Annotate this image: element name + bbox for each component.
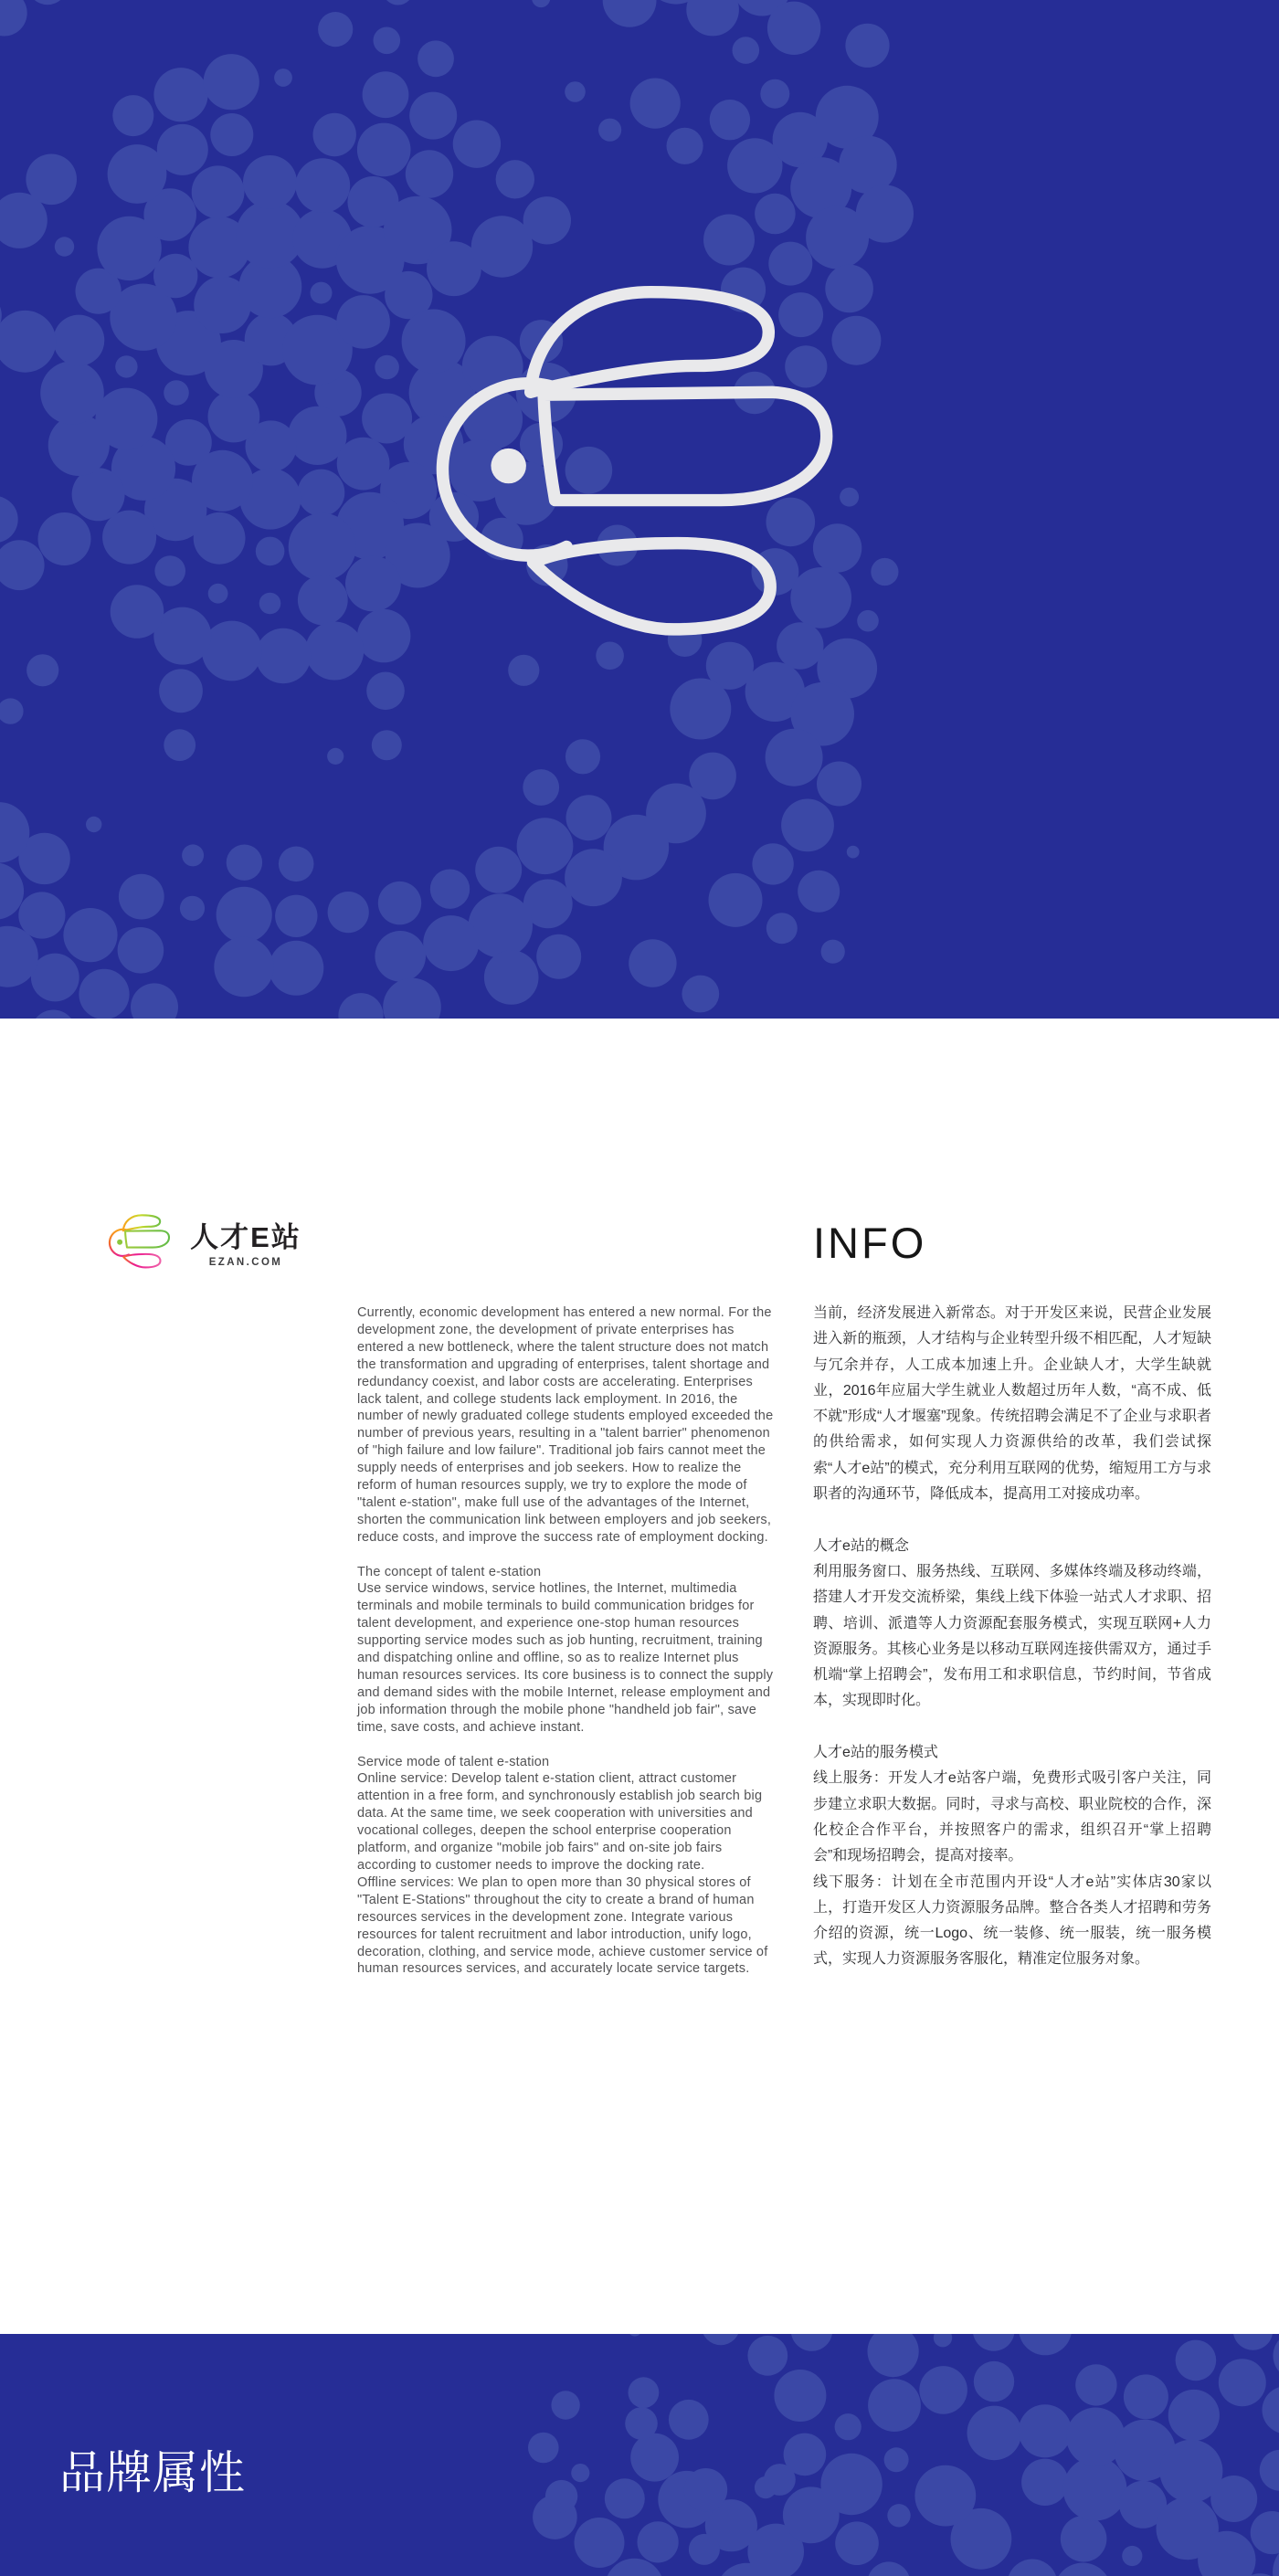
- top-banner: [0, 0, 1279, 1019]
- section-title: 品牌属性: [59, 2447, 246, 2498]
- english-intro-paragraph: Currently, economic development has entered a new normal. For the development zone, the development of private enterprises has entered a new bottleneck, where the talent structure does not match the transformation and upgrading of enterprises, talent shortage and redundancy coexist, and labor costs are accelerating. Enterprises lack talent, and college students lack employment. In 2016, the number of newly graduated college students employed exceeded the number of previous years, resulting in a "talent barrier" phenomenon of "high failure and low failure". Traditional job fairs cannot meet the supply needs of enterprises and job seekers. How to realize the reform of human resources supply, we try to explore the mode of "talent e-station", make full use of the advantages of the Internet, shorten the communication link between employers and job seekers, reduce costs, and improve the success rate of employment docking.: [357, 1305, 774, 1545]
- english-offline-service-paragraph: Offline services: We plan to open more than 30 physical stores of "Talent E-Stations" throughout the city to create a brand of human resources services in the development zone. Integrate various resources for talent recruitment and labor introduction, unify logo, decoration, clothing, and service mode, achieve customer service of human resources services, and accurately locate service targets.: [357, 1874, 768, 1977]
- chinese-description-column: [813, 1221, 1211, 1973]
- info-heading: INFO: [813, 1219, 927, 1267]
- english-concept-paragraph: Use service windows, service hotlines, the Internet, multimedia terminals and mobile terminals to build communication bridges for talent development, and experience one-stop human resources supporting service modes such as job hunting, recruitment, training and dispatching online and offline, so as to realize Internet plus human resources services. Its core business is to connect the supply and demand sides with the mobile Internet, release employment and job information through the mobile phone "handheld job fair", save time, save costs, and achieve instant.: [357, 1581, 774, 1735]
- english-online-service-paragraph: Online service: Develop talent e-station client, attract customer attention in a free form, and synchronously establish job search big data. At the same time, we seek cooperation with universities and vocational colleges, deepen the school enterprise cooperation platform, and organize "mobile job fairs" and on-site job fairs according to customer needs to improve the docking rate.: [357, 1771, 763, 1873]
- english-description-column: [357, 1304, 779, 1978]
- english-service-heading: Service mode of talent e-station: [357, 1754, 550, 1769]
- brand-name: 人才E站: [190, 1221, 301, 1253]
- ezan-rabbit-color-logo-icon: [108, 1214, 172, 1271]
- brand-domain: EZAN.COM: [208, 1257, 283, 1268]
- chinese-online-service-paragraph: 线上服务：开发人才e站客户端，免费形式吸引客户关注，同步建立求职大数据。同时，寻求与高校、职业院校的合作，深化校企合作平台，并按照客户的需求，组织召开“掌上招聘会”和现场招聘会，提高对接率。: [813, 1770, 1211, 1864]
- chinese-concept-paragraph: 利用服务窗口、服务热线、互联网、多媒体终端及移动终端，搭建人才开发交流桥梁，集线上线下体验一站式人才求职、招聘、培训、派遣等人力资源配套服务模式，实现互联网+人力资源服务。其核心业务是以移动互联网连接供需双方，通过手机端“掌上招聘会”，发布用工和求职信息，节约时间，节省成本，实现即时化。: [813, 1563, 1211, 1709]
- chinese-service-heading: 人才e站的服务模式: [813, 1745, 938, 1761]
- chinese-offline-service-paragraph: 线下服务：计划在全市范围内开设“人才e站”实体店30家以上，打造开发区人力资源服务品牌。整合各类人才招聘和劳务介绍的资源，统一Logo、统一装修、统一服装，统一服务模式，实现人力资源服务客服化，精准定位服务对象。: [813, 1874, 1211, 1968]
- brand-lockup: [108, 1214, 311, 1271]
- english-concept-heading: The concept of talent e-station: [357, 1564, 542, 1579]
- chinese-intro-paragraph: 当前，经济发展进入新常态。对于开发区来说，民营企业发展进入新的瓶颈，人才结构与企业转型升级不相匹配，人才短缺与冗余并存，人工成本加速上升。企业缺人才，大学生缺就业，2016年应届大学生就业人数超过历年人数，“高不成、低不就”形成“人才堰塞”现象。传统招聘会满足不了企业与求职者的供给需求，如何实现人力资源供给的改革，我们尝试探索“人才e站”的模式，充分利用互联网的优势，缩短用工方与求职者的沟通环节，降低成本，提高用工对接成功率。: [813, 1305, 1211, 1503]
- bottom-banner: [0, 2334, 1279, 2576]
- brand-text-block: [181, 1214, 311, 1269]
- chinese-concept-heading: 人才e站的概念: [813, 1537, 909, 1554]
- ezan-rabbit-logo-icon: [431, 285, 844, 649]
